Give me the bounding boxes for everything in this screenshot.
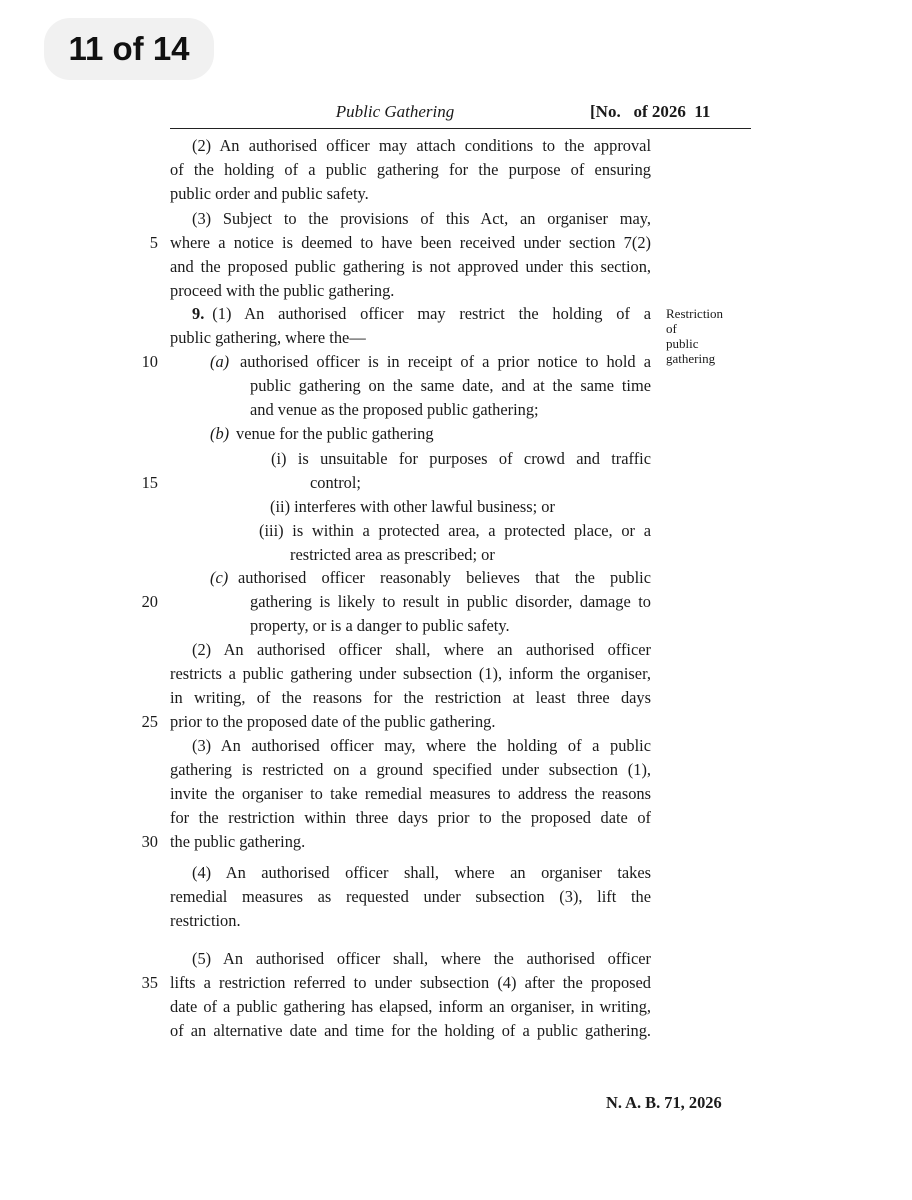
text-line: lifts a restriction referred to under subsection (4) after the proposed [170, 973, 651, 992]
running-header-reference: [No. of 2026 11 [590, 102, 711, 121]
text-line: (ii) interferes with other lawful business; or [270, 497, 555, 516]
text-line: remedial measures as requested under subsection (3), lift the [170, 887, 651, 906]
text-line: for the restriction within three days prior to the proposed date of [170, 808, 651, 827]
line-number: 30 [141, 832, 158, 851]
text-line: authorised officer reasonably believes that the public [238, 568, 651, 587]
running-header-title: Public Gathering [335, 102, 455, 121]
text-line: (2) An authorised officer shall, where an authorised officer [192, 640, 651, 659]
text-line: in writing, of the reasons for the restriction at least three days [170, 688, 651, 707]
text-line: (3) An authorised officer may, where the holding of a public [192, 736, 651, 755]
text-line: prior to the proposed date of the public gathering. [170, 712, 496, 731]
text-line: (2) An authorised officer may attach conditions to the approval [192, 136, 651, 155]
paragraph-label: (a) [210, 352, 230, 371]
line-number: 35 [141, 973, 158, 992]
margin-note-line: Restriction [666, 306, 724, 321]
text-line: and the proposed public gathering is not approved under this section, [170, 257, 651, 276]
footer-bill-reference: N. A. B. 71, 2026 [606, 1093, 722, 1112]
margin-note-line: gathering [666, 351, 716, 366]
text-line: (iii) is within a protected area, a protected place, or a [259, 521, 651, 540]
text-line: public gathering on the same date, and at the same time [250, 376, 651, 395]
text-line: of an alternative date and time for the holding of a public gathering. [170, 1021, 651, 1040]
text-line: public gathering, where the— [170, 328, 366, 347]
text-line: (4) An authorised officer shall, where an organiser takes [192, 863, 651, 882]
text-line: restricts a public gathering under subsection (1), inform the organiser, [170, 664, 651, 683]
text-line: (i) is unsuitable for purposes of crowd and traffic [271, 449, 651, 468]
text-line: restricted area as prescribed; or [290, 545, 495, 564]
margin-note-line: of [666, 321, 677, 336]
line-number: 5 [149, 233, 158, 252]
text-line: gathering is restricted on a ground specified under subsection (1), [170, 760, 651, 779]
margin-note-line: public [666, 336, 699, 351]
text-line: control; [310, 473, 361, 492]
text-line: the public gathering. [170, 832, 306, 851]
text-line: and venue as the proposed public gathering; [250, 400, 539, 419]
line-number: 25 [141, 712, 158, 731]
text-line: of the holding of a public gathering for the purpose of ensuring [170, 160, 651, 179]
line-number: 20 [141, 592, 158, 611]
text-line: authorised officer is in receipt of a prior notice to hold a [240, 352, 651, 371]
margin-note [666, 306, 746, 366]
text-line: (3) Subject to the provisions of this Act, an organiser may, [192, 209, 651, 228]
paragraph-label: (b) [210, 424, 230, 443]
section-heading-line [192, 302, 651, 326]
text-line: (1) An authorised officer may restrict the holding of a [212, 304, 651, 323]
text-line: gathering is likely to result in public disorder, damage to [250, 592, 651, 611]
header-rule [170, 128, 751, 129]
text-line: date of a public gathering has elapsed, inform an organiser, in writing, [170, 997, 651, 1016]
text-line: (5) An authorised officer shall, where the authorised officer [192, 949, 651, 968]
page-counter: 11 of 14 [44, 18, 214, 80]
section-number: 9. [192, 304, 205, 323]
text-line: property, or is a danger to public safety. [250, 616, 510, 635]
text-line: public order and public safety. [170, 184, 369, 203]
text-line: restriction. [170, 911, 241, 930]
text-line: venue for the public gathering [236, 424, 434, 443]
text-line: proceed with the public gathering. [170, 281, 395, 300]
paragraph-label: (c) [210, 568, 229, 587]
line-number: 10 [141, 352, 158, 371]
line-number: 15 [141, 473, 158, 492]
text-line: where a notice is deemed to have been received under section 7(2) [170, 233, 651, 252]
text-line: invite the organiser to take remedial measures to address the reasons [170, 784, 651, 803]
